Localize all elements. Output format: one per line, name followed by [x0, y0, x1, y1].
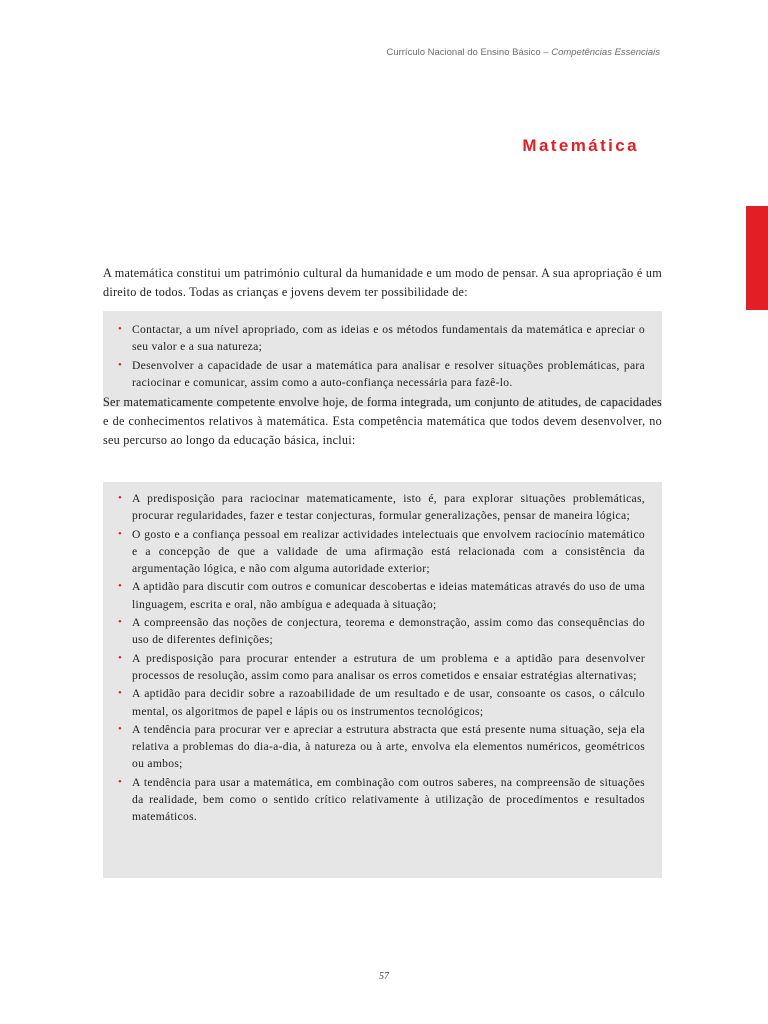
list-item — [118, 321, 645, 356]
competences-list — [118, 490, 645, 826]
bullet-icon: • — [118, 616, 123, 629]
bullet-icon: • — [118, 722, 123, 735]
intro-paragraph: A matemática constitui um património cultural da humanidade e um modo de pensar. A sua apropriação é um direito de todos. Todas as crianças e jovens devem ter possibilidade de: — [103, 266, 662, 299]
list-item-text: A tendência para usar a matemática, em combinação com outros saberes, na compreensão de situações da realidade, bem como o sentido crítico relativamente à utilização de procedimentos e resultados matemáticos. — [132, 775, 645, 824]
list-item-text: O gosto e a confiança pessoal em realizar actividades intelectuais que envolvem raciocínio matemático e a concepção de que a validade de uma afirmação está relacionada com a consistência da argumentação lógica, e não com alguma autoridade exterior; — [132, 527, 645, 576]
list-item — [118, 526, 645, 578]
section-title: Matemática — [522, 136, 639, 155]
list-item — [118, 650, 645, 685]
list-item-text: A compreensão das noções de conjectura, teorema e demonstração, assim como das consequências do uso de diferentes definições; — [132, 616, 645, 647]
list-item — [118, 357, 645, 392]
list-item — [118, 685, 645, 720]
list-item-text: A predisposição para raciocinar matematicamente, isto é, para explorar situações problemáticas, procurar regularidades, fazer e testar conjecturas, formular generalizações, pensar de maneira lógica; — [132, 492, 645, 523]
bullet-icon: • — [118, 527, 123, 540]
header-separator: – — [540, 47, 552, 58]
chapter-side-tab — [746, 206, 768, 310]
bullet-icon: • — [118, 323, 123, 335]
list-item — [118, 490, 645, 525]
bullet-icon: • — [118, 492, 123, 504]
bullet-icon: • — [118, 775, 123, 788]
competences-box — [103, 482, 662, 878]
list-item — [118, 614, 645, 649]
possibilities-list — [118, 321, 645, 391]
competence-paragraph: Ser matematicamente competente envolve hoje, de forma integrada, um conjunto de atitudes, de capacidades e de conhecimentos relativos à matemática. Esta competência matemática que todos devem desenvolver, no seu percurso ao longo da educação básica, inclui: — [103, 395, 662, 447]
bullet-icon: • — [118, 358, 123, 371]
list-item-text: Desenvolver a capacidade de usar a matemática para analisar e resolver situações problemáticas, para raciocinar e comunicar, assim como a auto-confiança necessária para fazê-lo. — [132, 358, 645, 389]
list-item-text: A tendência para procurar ver e apreciar a estrutura abstracta que está presente numa situação, seja ela relativa a problemas do dia-a-dia, à natureza ou à arte, envolva ela elementos numéricos, geométricos ou ambos; — [132, 722, 645, 771]
bullet-icon: • — [118, 651, 123, 664]
running-header — [386, 47, 660, 58]
list-item — [118, 721, 645, 773]
list-item-text: A aptidão para discutir com outros e comunicar descobertas e ideias matemáticas através do uso de uma linguagem, escrita e oral, não ambígua e adequada à situação; — [132, 580, 645, 611]
list-item-text: A aptidão para decidir sobre a razoabilidade de um resultado e de usar, consoante os casos, o cálculo mental, os algoritmos de papel e lápis ou os instrumentos tecnológicos; — [132, 687, 645, 718]
list-item — [118, 578, 645, 613]
list-item-text: A predisposição para procurar entender a estrutura de um problema e a aptidão para desenvolver processos de resolução, assim como para analisar os erros cometidos e ensaiar estratégias alternativas; — [132, 651, 645, 682]
bullet-icon: • — [118, 687, 123, 700]
list-item-text: Contactar, a um nível apropriado, com as ideias e os métodos fundamentais da matemática e apreciar o seu valor e a sua natureza; — [132, 323, 645, 354]
header-subtitle: Competências Essenciais — [551, 47, 660, 58]
bullet-icon: • — [118, 580, 123, 593]
list-item — [118, 774, 645, 826]
page-number: 57 — [379, 971, 389, 982]
header-curriculum: Currículo Nacional do Ensino Básico — [386, 47, 541, 58]
